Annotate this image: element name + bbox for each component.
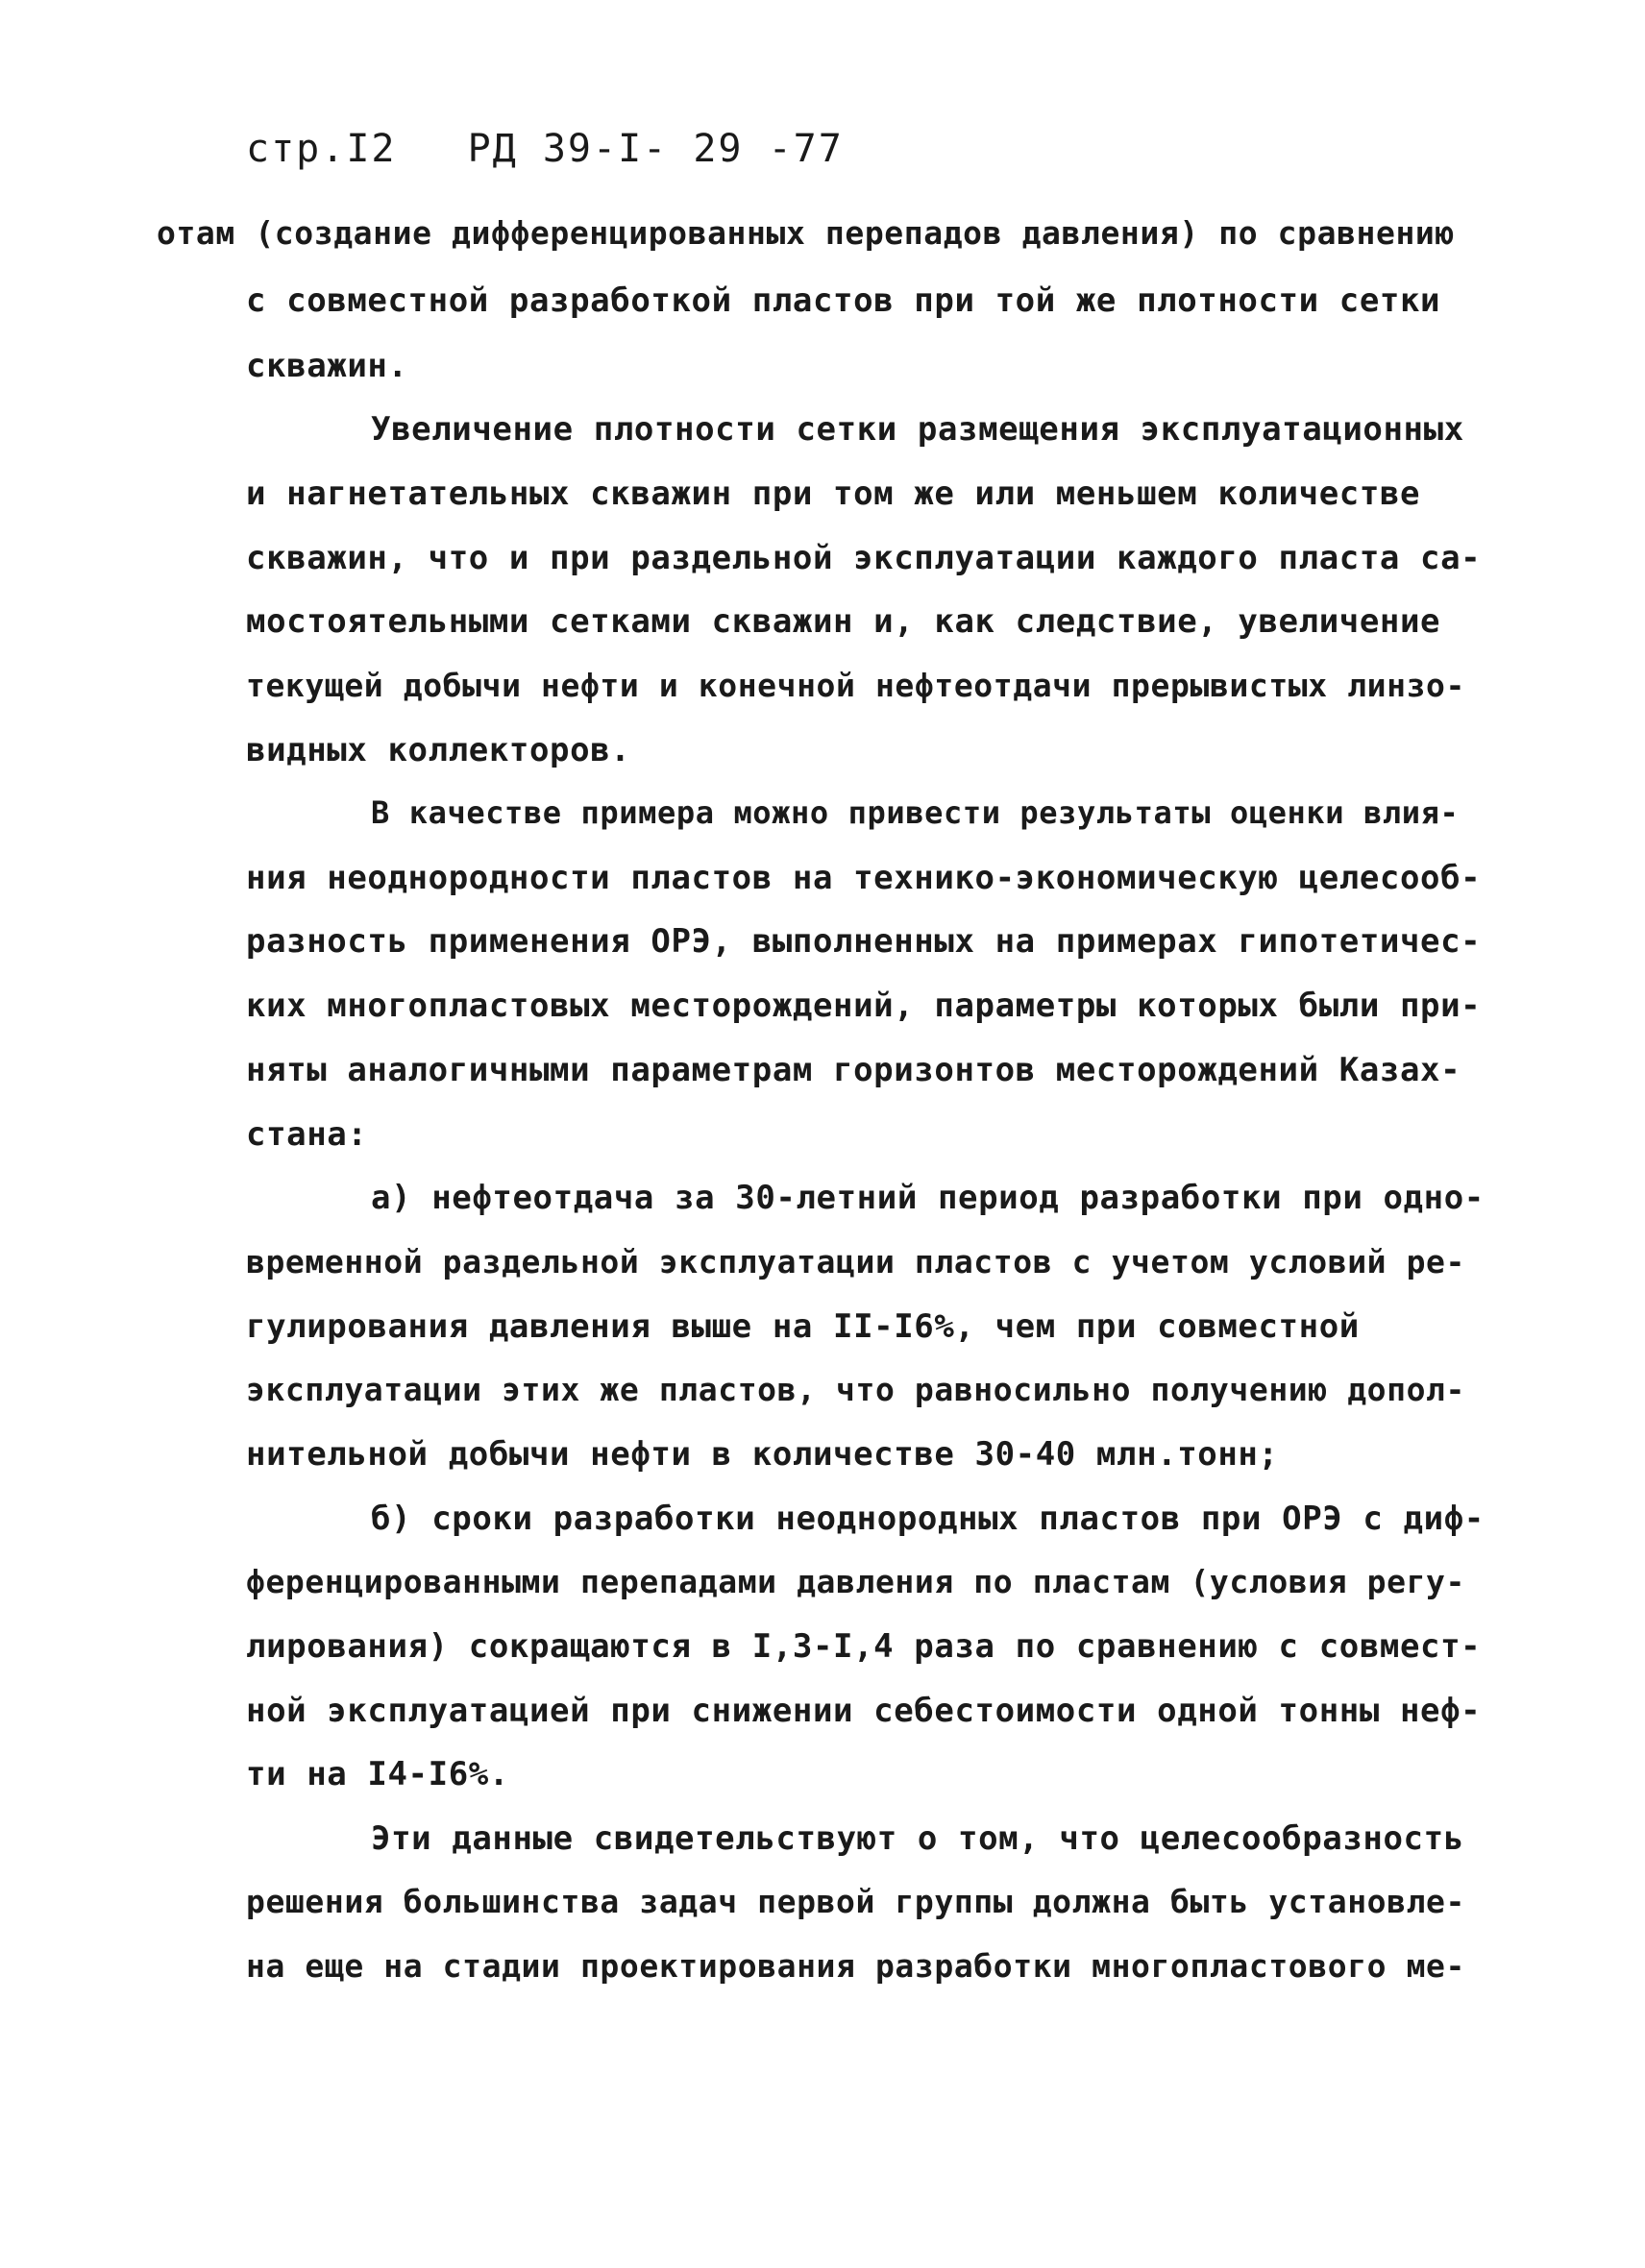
text-line: эксплуатации этих же пластов, что равносильно получению допол- (246, 1371, 1465, 1408)
text-line: временной раздельной эксплуатации пластов с учетом условий ре- (246, 1243, 1465, 1280)
text-line: гулирования давления выше на II-I6%, чем при совместной (246, 1307, 1360, 1346)
page-number: стр.I2 (246, 127, 397, 171)
text-line: ференцированными перепадами давления по пластам (условия регу- (246, 1563, 1465, 1600)
text-line: и нагнетательных скважин при том же или меньшем количестве (246, 475, 1421, 513)
text-line: разность применения ОРЭ, выполненных на примерах гипотетичес- (246, 922, 1482, 961)
text-line: стана: (246, 1115, 368, 1154)
text-line: ния неоднородности пластов на технико-экономическую целесооб- (246, 859, 1482, 897)
text-line: ти на I4-I6%. (246, 1755, 509, 1793)
text-line: на еще на стадии проектирования разработки многопластового ме- (246, 1947, 1465, 1985)
text-line: а) нефтеотдача за 30-летний период разработки при одно- (371, 1179, 1485, 1217)
text-line: скважин, что и при раздельной эксплуатации каждого пласта са- (246, 539, 1482, 577)
text-line: нительной добычи нефти в количестве 30-40 млн.тонн; (246, 1435, 1279, 1474)
text-line: б) сроки разработки неоднородных пластов при ОРЭ с диф- (371, 1500, 1485, 1538)
text-line: Эти данные свидетельствуют о том, что целесообразность (371, 1819, 1464, 1858)
text-line: ной эксплуатацией при снижении себестоимости одной тонны неф- (246, 1692, 1482, 1730)
text-line: с совместной разработкой пластов при той же плотности сетки (246, 281, 1441, 320)
text-line: няты аналогичными параметрам горизонтов месторождений Казах- (246, 1051, 1461, 1089)
text-line: видных коллекторов. (246, 731, 631, 769)
text-line: скважин. (246, 347, 408, 385)
text-line: решения большинства задач первой группы должна быть установле- (246, 1883, 1465, 1920)
text-line: текущей добычи нефти и конечной нефтеотдачи прерывистых линзо- (246, 667, 1465, 704)
document-code: РД 39-I- 29 -77 (467, 127, 844, 171)
text-line: лирования) сокращаются в I,3-I,4 раза по сравнению с совмест- (246, 1627, 1482, 1666)
text-line: ких многопластовых месторождений, параметры которых были при- (246, 987, 1482, 1025)
text-line: В качестве примера можно привести результаты оценки влия- (371, 794, 1460, 831)
text-line: Увеличение плотности сетки размещения эксплуатационных (371, 410, 1464, 449)
page-header (246, 127, 890, 171)
text-line: отам (создание дифференцированных перепадов давления) по сравнению (157, 214, 1455, 252)
text-line: мостоятельными сетками скважин и, как следствие, увеличение (246, 602, 1441, 641)
